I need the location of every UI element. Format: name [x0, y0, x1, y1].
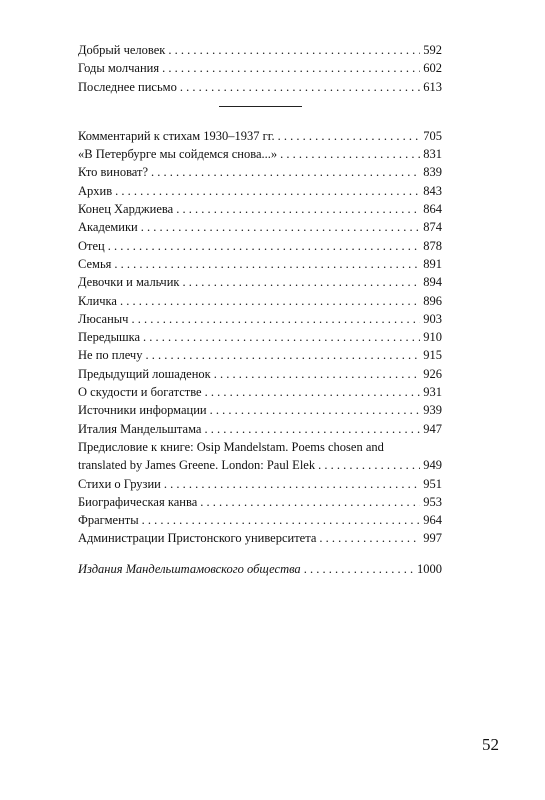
page-number: 52 — [482, 735, 499, 754]
toc-entry-title: Биографическая канва — [78, 494, 198, 509]
toc-entry-title: Академики — [78, 220, 138, 235]
toc-entry — [78, 218, 442, 236]
toc-entry — [78, 237, 442, 255]
toc-entry — [78, 145, 442, 163]
toc-dot-leader — [141, 218, 421, 236]
toc-entry-page: 910 — [423, 330, 442, 345]
toc-entry-title: Годы молчания — [78, 61, 160, 76]
toc-entry-title: Комментарий к стихам 1930–1937 гг. — [78, 128, 275, 143]
toc-entry-title: Девочки и мальчик — [78, 275, 180, 290]
toc-dot-leader — [143, 328, 420, 346]
toc-dot-leader — [168, 41, 420, 59]
toc-entry-page: 926 — [423, 366, 442, 381]
toc-entry-page: 878 — [423, 238, 442, 253]
toc-entry-title: Отец — [78, 238, 105, 253]
toc-entry-page: 915 — [423, 348, 442, 363]
toc-entry-page: 843 — [423, 183, 442, 198]
toc-entry-title: Люсаныч — [78, 311, 129, 326]
toc-entry — [78, 41, 442, 59]
toc-entry-title-line2: translated by James Greene. London: Paul Elek — [78, 458, 316, 473]
toc-dot-leader — [114, 255, 420, 273]
toc-dot-leader — [145, 346, 420, 364]
toc-dot-leader — [205, 383, 421, 401]
section-divider — [219, 106, 302, 107]
toc-entry — [78, 346, 442, 364]
toc-dot-leader — [214, 365, 421, 383]
toc-entry-page: 1000 — [417, 561, 442, 576]
toc-entry-title: Стихи о Грузии — [78, 476, 161, 491]
toc-entry-title: Архив — [78, 183, 113, 198]
toc-entry — [78, 273, 442, 291]
toc-entry — [78, 475, 442, 493]
toc-entry — [78, 127, 442, 145]
toc-entry-title: Добрый человек — [78, 43, 166, 57]
toc-entry-page: 874 — [423, 220, 442, 235]
toc-dot-leader — [319, 529, 420, 547]
toc-entry-final — [78, 560, 442, 578]
toc-dot-leader — [210, 401, 421, 419]
toc-entry-title: О скудости и богатстве — [78, 385, 202, 400]
toc-entry-title: Администрации Пристонского университета — [78, 531, 317, 546]
toc-entry-title: Италия Мандельштама — [78, 421, 202, 436]
toc-entry — [78, 401, 442, 419]
table-of-contents — [78, 41, 442, 578]
toc-entry-page: 997 — [423, 531, 442, 546]
toc-dot-leader — [278, 127, 421, 145]
toc-entry-page: 602 — [423, 61, 442, 76]
toc-entry-page: 953 — [423, 494, 442, 509]
toc-entry-page: 949 — [423, 458, 442, 473]
toc-entry-page: 839 — [423, 165, 442, 180]
toc-dot-leader — [180, 78, 420, 96]
toc-entry-title: Предыдущий лошаденок — [78, 366, 211, 381]
toc-entry — [78, 59, 442, 77]
toc-entry-page: 705 — [423, 128, 442, 143]
toc-dot-leader — [164, 475, 420, 493]
toc-entry-line2 — [78, 456, 442, 474]
toc-entry — [78, 328, 442, 346]
toc-entry-page: 891 — [423, 256, 442, 271]
toc-entry-title: Семья — [78, 256, 112, 271]
toc-entry-title: Конец Харджиева — [78, 202, 174, 217]
toc-entry — [78, 163, 442, 181]
toc-entry-title: Источники информации — [78, 403, 207, 418]
toc-entry-title: Кличка — [78, 293, 117, 308]
toc-entry-page: 939 — [423, 403, 442, 418]
toc-dot-leader — [120, 292, 420, 310]
toc-dot-leader — [280, 145, 420, 163]
toc-entry — [78, 420, 442, 438]
toc-entry-page: 964 — [423, 513, 442, 528]
toc-dot-leader — [131, 310, 420, 328]
toc-entry — [78, 310, 442, 328]
toc-entry-multiline — [78, 438, 442, 475]
toc-entry — [78, 365, 442, 383]
toc-entry-page: 896 — [423, 293, 442, 308]
toc-entry — [78, 182, 442, 200]
toc-entry-page: 951 — [423, 476, 442, 491]
toc-dot-leader — [182, 273, 420, 291]
toc-dot-leader — [162, 59, 420, 77]
toc-entry-title-line1: Предисловие к книге: Osip Mandelstam. Poems chosen and — [78, 439, 384, 454]
toc-entry — [78, 200, 442, 218]
toc-entry — [78, 529, 442, 547]
toc-entry-title: Передышка — [78, 330, 141, 345]
toc-entry-title: Последнее письмо — [78, 79, 177, 94]
toc-entry-page: 592 — [423, 43, 442, 57]
toc-dot-leader — [304, 560, 414, 578]
toc-dot-leader — [142, 511, 421, 529]
toc-entry-page: 613 — [423, 79, 442, 94]
toc-entry-page: 947 — [423, 421, 442, 436]
toc-entry-page: 831 — [423, 147, 442, 162]
toc-dot-leader — [200, 493, 420, 511]
toc-entry-title: Фрагменты — [78, 513, 139, 528]
toc-entry-page: 894 — [423, 275, 442, 290]
toc-entry-page: 931 — [423, 385, 442, 400]
toc-entry-page: 903 — [423, 311, 442, 326]
toc-dot-leader — [176, 200, 420, 218]
toc-entry-title: Не по плечу — [78, 348, 143, 363]
toc-entry — [78, 78, 442, 96]
toc-entry-title: Издания Мандельштамовского общества — [78, 561, 301, 576]
toc-dot-leader — [204, 420, 420, 438]
toc-entry — [78, 383, 442, 401]
toc-entry — [78, 493, 442, 511]
toc-dot-leader — [151, 163, 420, 181]
toc-entry-title: «В Петербурге мы сойдемся снова...» — [78, 147, 278, 162]
toc-entry-title: Кто виноват? — [78, 165, 149, 180]
toc-dot-leader — [108, 237, 421, 255]
toc-dot-leader — [115, 182, 420, 200]
toc-entry — [78, 255, 442, 273]
toc-entry — [78, 292, 442, 310]
toc-entry — [78, 511, 442, 529]
toc-entry-page: 864 — [423, 202, 442, 217]
toc-dot-leader — [318, 456, 420, 474]
spacer — [78, 548, 442, 560]
